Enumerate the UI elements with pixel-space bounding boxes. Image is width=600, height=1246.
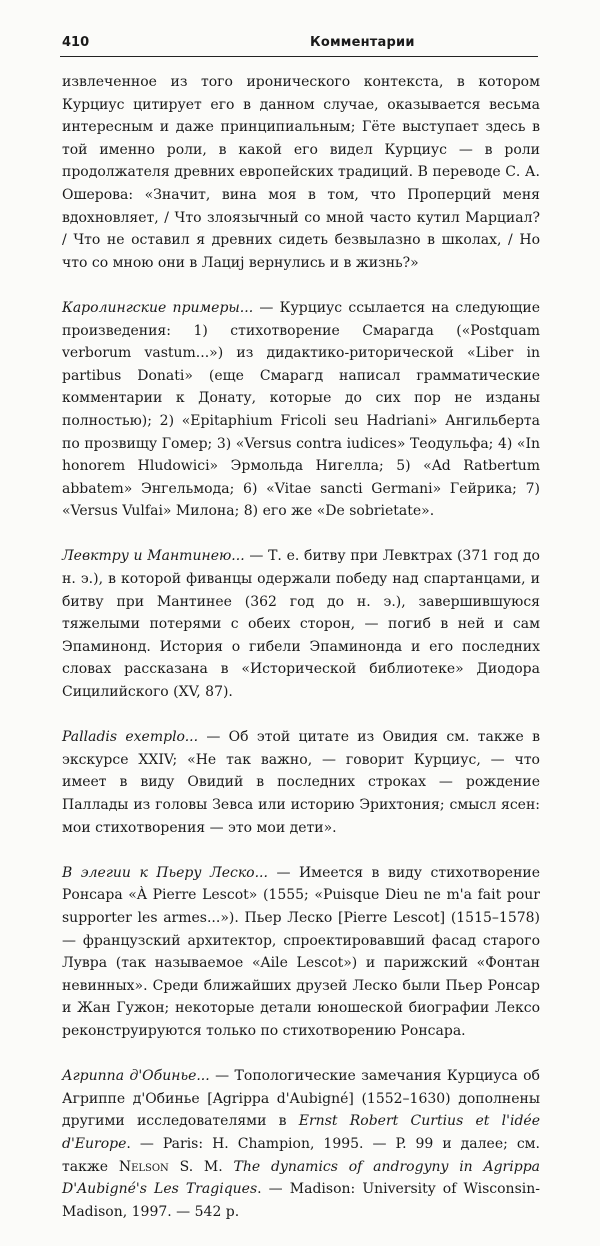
running-header	[60, 30, 538, 57]
reference-title: The dynamics of androgyny in Agrippa D'Aubigné's Les Tragiques	[62, 1158, 540, 1198]
paragraph-text: извлеченное из того иронического контекста, в котором Курциус цитирует его в данном случае, оказывается весьма интересным и даже принципиальным; Гёте выступает здесь в той именно роли, в какой его видел Курциус — в роли продолжателя древних европейских традиций. В переводе С. А. Ошерова: «Значит, вина моя в том, что Проперций меня вдохновляет, / Что злоязычный со мной часто кутил Марциал? / Что не оставил я древних сидеть безвылазно в школах, / Но что со мною они в Лациj вернулись и в жизнь?»	[62, 74, 540, 271]
entry-text: — Т. е. битву при Левктрах (371 год до н. э.), в которой фиванцы одержали победу над спартанцами, и битву при Мантинее (362 год до н. э.), завершившуюся тяжелыми потерями с обеих сторон, — погиб в ней и сам Эпаминонд. История о гибели Эпаминонда и его последних словах рассказана в «Исторической библиотеке» Диодора Сицилийского (XV, 87).	[62, 548, 540, 701]
entry-text: — Имеется в виду стихотворение Ронсара «À Pierre Lescot» (1555; «Puisque Dieu ne m'a fait pour supporter les armes...»). Пьер Леско [Pierre Lescot] (1515–1578) — французский архитектор, спроектировавший фасад старого Лувра (так называемое «Aile Lescot») и парижский «Фонтан невинных». Среди ближайших друзей Леско были Пьер Ронсар и Жан Гужон; некоторые детали юношеской биографии Лексо реконструируются только по стихотворению Ронсара.	[62, 864, 541, 1039]
entry-text: — Курциус ссылается на следующие произведения: 1) стихотворение Смарагда («Postquam verborum vastum...») из дидактико-риторической «Liber in partibus Donati» (еще Смарагд написал грамматические комментарии к Донату, которые до сих пор не изданы полностью); 2) «Epitaphium Fricoli seu Hadriani» Ангильберта по прозвищу Гомер; 3) «Versus contra iudices» Теодульфа; 4) «In honorem Hludowici» Эрмольда Нигелла; 5) «Ad Ratbertum abbatem» Энгельмода; 6) «Vitae sancti Germani» Гейрика; 7) «Versus Vulfai» Милона; 8) его же «De sobrietate».	[62, 299, 540, 520]
commentary-entry-palladis	[62, 726, 540, 839]
entry-lemma: Левктру и Мантинею...	[62, 548, 245, 565]
commentary-body	[62, 71, 540, 1246]
commentary-entry-carolingian	[62, 297, 540, 523]
paragraph-continuation	[62, 71, 540, 274]
entry-lemma: Palladis exemplo...	[62, 729, 199, 746]
reference-author: Nelson S. M.	[118, 1158, 223, 1175]
entry-lemma: Агриппа д'Обинье...	[62, 1068, 210, 1085]
commentary-entry-lescot	[62, 862, 540, 1043]
entry-lemma: В элегии к Пьеру Леско...	[62, 864, 268, 881]
entry-lemma: Каролингские примеры...	[62, 299, 254, 316]
commentary-entry-aubigne	[62, 1065, 540, 1223]
entry-text: — Об этой цитате из Овидия см. также в экскурсе XXIV; «Не так важно, — говорит Курциус, — что имеет в виду Овидий в последних строках — рождение Паллады из головы Зевса или историю Эрихтония; смысл ясен: мои стихотворения — это мои дети».	[62, 729, 540, 836]
commentary-entry-leuctra	[62, 545, 540, 703]
entry-text-after: . — Madison: University of Wisconsin-Madison, 1997. — 542 p.	[62, 1181, 540, 1220]
running-title: Комментарии	[310, 35, 415, 50]
entry-text-mid: . — Paris: H. Champion, 1995. — P. 99 и далее; см. также	[62, 1135, 540, 1175]
reference-title: Ernst Robert Curtius et l'idée d'Europe	[62, 1113, 540, 1152]
entry-text-before: — Топологические замечания Курциуса об Агриппе д'Обинье [Agrippa d'Aubigné] (1552–1630) дополнены другими исследователями в	[62, 1068, 540, 1130]
page-number: 410	[62, 35, 90, 50]
